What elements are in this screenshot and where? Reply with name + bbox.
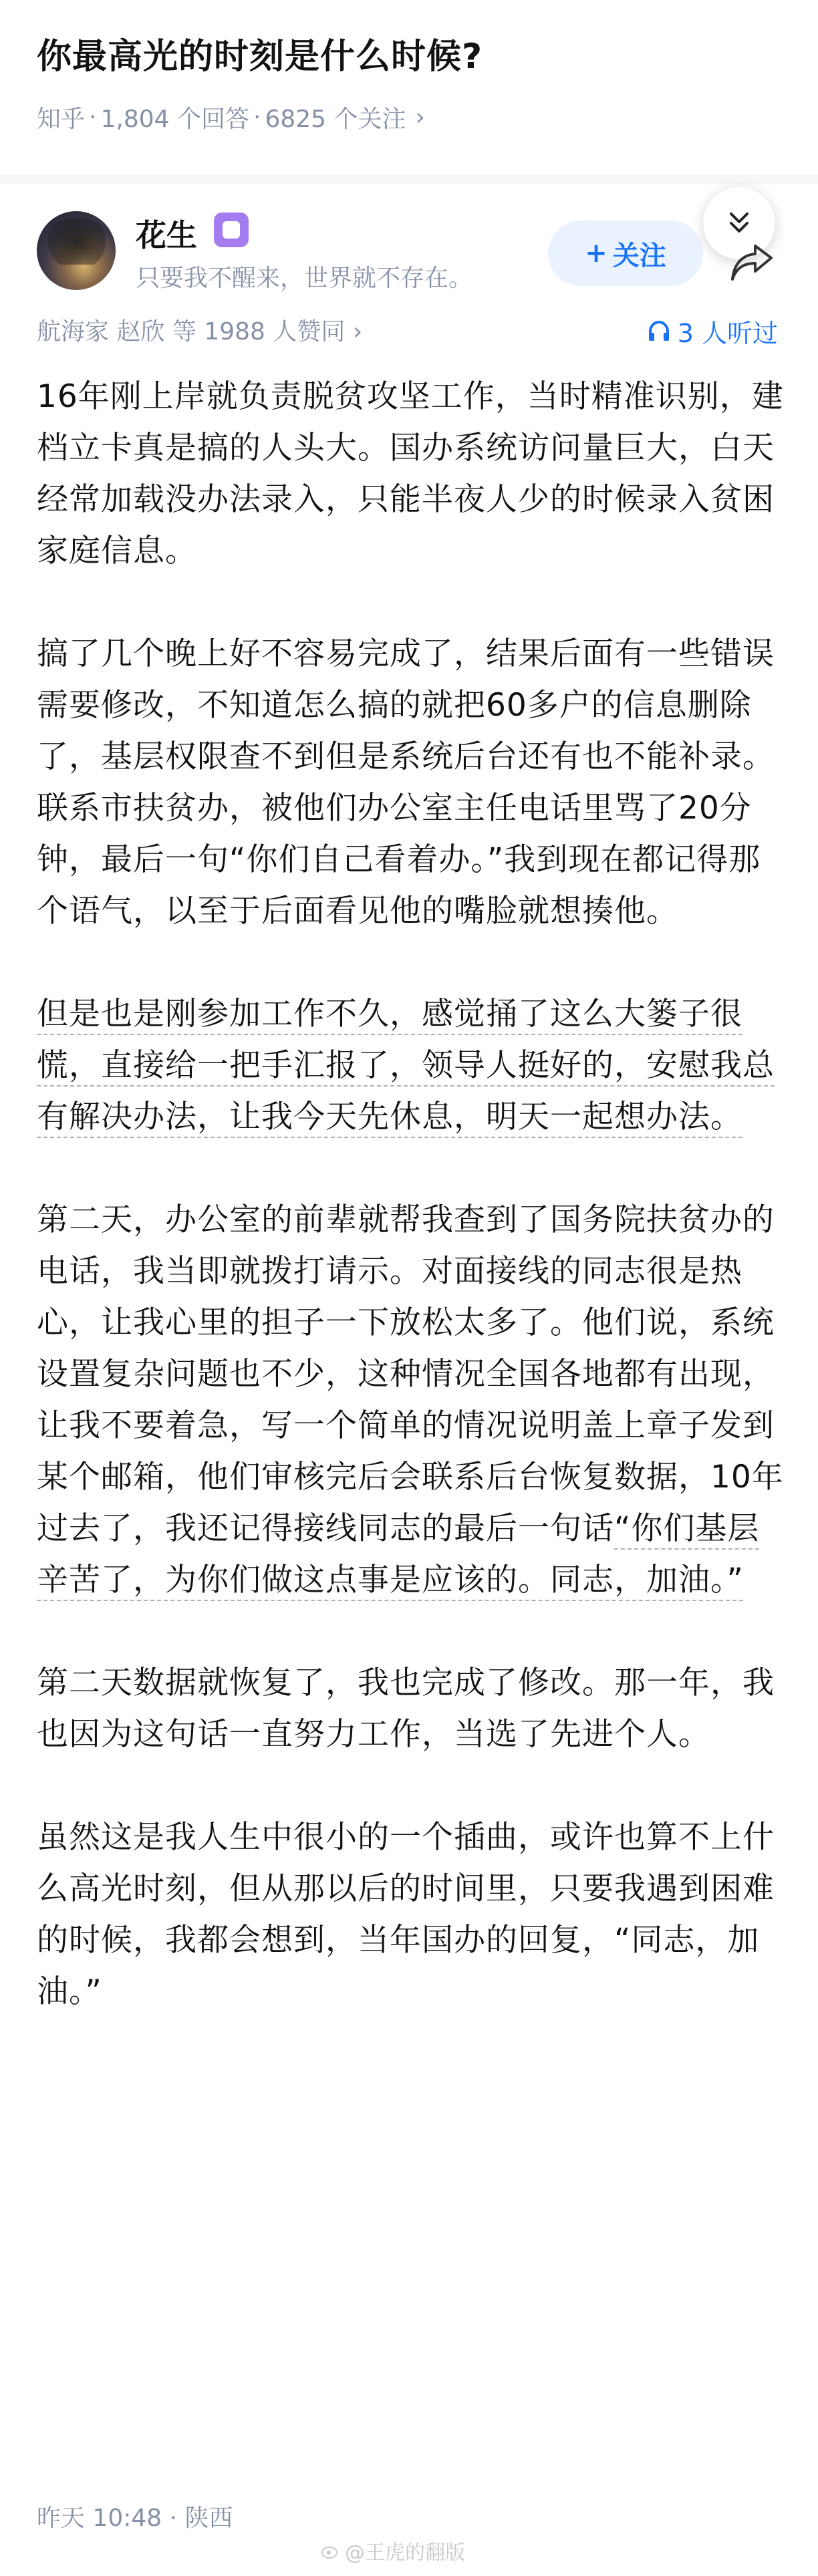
vip-badge-icon: [214, 212, 249, 247]
answer-paragraph: 搞了几个晚上好不容易完成了，结果后面有一些错误需要修改，不知道怎么搞的就把60多户的信息删除了，基层权限查不到但是系统后台还有也不能补录。联系市扶贫办，被他们办公室主任电话里骂了20分钟，最后一句“你们自己看着办。”我到现在都记得那个语气，以至于后面看见他的嘴脸就想揍他。: [37, 635, 775, 929]
upvote-summary[interactable]: 航海家 赵欣 等 1988 人赞同 ›: [37, 318, 363, 345]
watermark-text: @王虎的翻版: [345, 2541, 465, 2565]
section-divider: [0, 175, 818, 184]
paragraph-text: 第二天，办公室的前辈就帮我查到了国务院扶贫办的电话，我当即就拨打请示。对面接线的同志很是热心，让我心里的担子一下放松太多了。他们说，系统设置复杂问题也不少，这种情况全国各地都有出现，让我不要着急，写一个简单的情况说明盖上章子发到某个邮箱，他们审核完后会联系后台恢复数据，10年过去了，我还记得接线同志的最后一句话: [37, 1201, 784, 1547]
question-header: [0, 0, 818, 175]
headphones-icon: [647, 319, 671, 343]
answer-paragraph: 第二天数据就恢复了，我也完成了修改。那一年，我也因为这句话一直努力工作，当选了先进个人。: [37, 1665, 775, 1753]
answer-time-location: 昨天 10:48 · 陕西: [37, 2505, 233, 2532]
question-title[interactable]: 你最高光的时刻是什么时候?: [37, 37, 483, 77]
meta-separator: ·: [89, 104, 97, 131]
answer-count: 1,804 个回答: [100, 106, 249, 133]
answer-paragraph: [37, 1194, 785, 1606]
avatar[interactable]: [37, 211, 116, 290]
upvote-row: [0, 313, 818, 360]
question-meta[interactable]: [37, 100, 425, 134]
follow-label: 关注: [612, 240, 666, 271]
source-label: 知乎: [37, 106, 86, 133]
listen-info[interactable]: [647, 313, 778, 349]
highlighted-quote[interactable]: “你们基层辛苦了，为你们做这点事是应该的。同志，加油。”: [37, 1510, 760, 1598]
listen-count: 3 人听过: [677, 319, 778, 348]
weibo-logo-icon: [321, 2542, 341, 2559]
author-name[interactable]: 花生: [136, 217, 197, 253]
share-icon[interactable]: [728, 241, 777, 289]
answer-paragraph: 16年刚上岸就负责脱贫攻坚工作，当时精准识别，建档立卡真是搞的人头大。国办系统访问量巨大，白天经常加载没办法录入，只能半夜人少的时候录入贫困家庭信息。: [37, 378, 784, 569]
answer-content: [37, 371, 785, 2069]
chevron-right-icon: ›: [415, 104, 425, 131]
follow-button[interactable]: [548, 221, 703, 286]
answer-paragraph-highlighted[interactable]: 但是也是刚参加工作不久，感觉捅了这么大篓子很慌，直接给一把手汇报了，领导人挺好的，安慰我总有解决办法，让我今天先休息，明天一起想办法。: [37, 996, 775, 1135]
plus-icon: +: [585, 238, 607, 269]
double-chevron-down-icon: [724, 208, 754, 238]
answer-paragraph: 虽然这是我人生中很小的一个插曲，或许也算不上什么高光时刻，但从那以后的时间里，只要我遇到困难的时候，我都会想到，当年国办的回复，“同志，加油。”: [37, 1819, 775, 2010]
watermark: [321, 2536, 465, 2565]
meta-separator: ·: [253, 104, 261, 131]
follower-count: 6825 个关注: [265, 106, 406, 133]
author-row: [0, 184, 818, 325]
author-bio: 只要我不醒来，世界就不存在。: [136, 265, 473, 292]
